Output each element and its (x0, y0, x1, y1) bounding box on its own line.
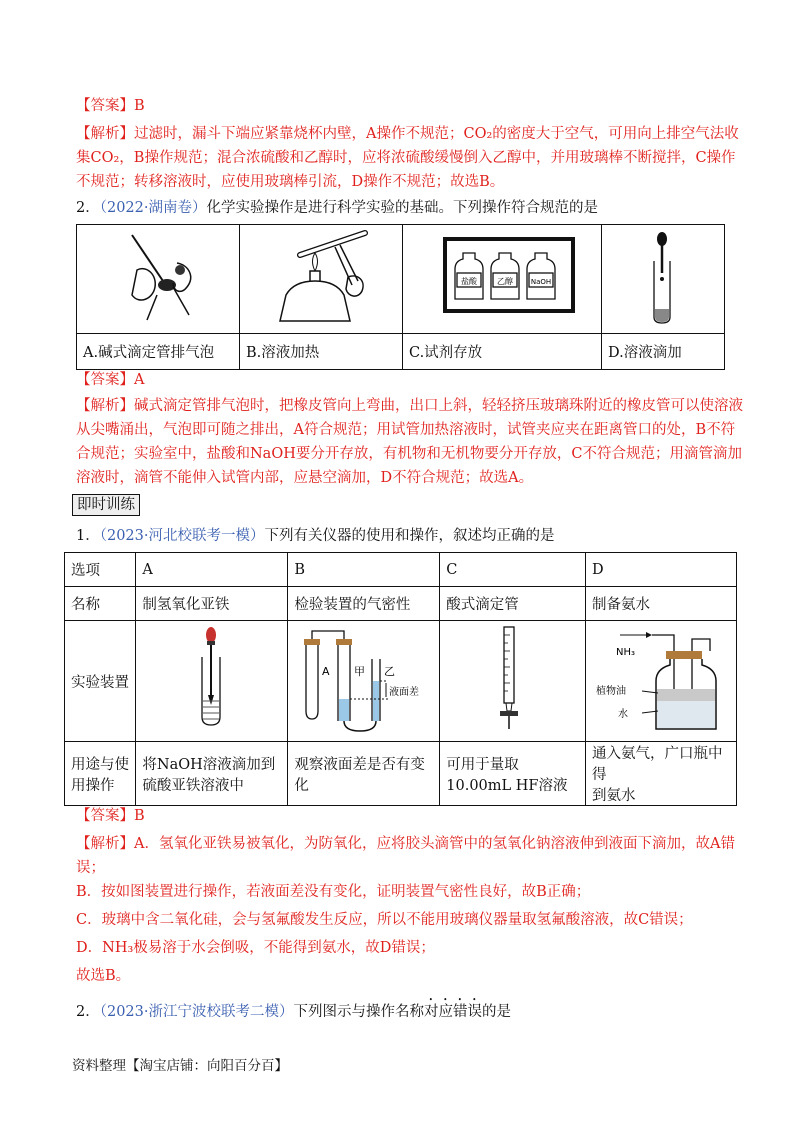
p1-stem-text: 下列有关仪器的使用和操作，叙述均正确的是 (264, 528, 555, 544)
ferrous-hydroxide-figure (136, 621, 286, 737)
q2-option-b: B.溶液加热 (240, 334, 403, 370)
p1-figure-c (440, 621, 586, 742)
q2-stem (76, 198, 726, 218)
bottle-label-ethanol: 乙醇 (497, 277, 513, 286)
p1-name-b: 检验装置的气密性 (288, 587, 440, 621)
bottle-label-naoh: NaOH (530, 278, 552, 286)
p1-header-option: 选项 (65, 553, 136, 587)
dropper-figure (602, 225, 722, 329)
q2-figure-c (403, 225, 602, 334)
p1-header-c: C (440, 553, 586, 587)
q2-source: （2022·湖南卷） (99, 200, 207, 216)
p2-stem-suffix: 的是 (482, 1004, 511, 1020)
p1-answer: 【答案】B (76, 808, 145, 824)
p1-header-d: D (586, 553, 737, 587)
q2-analysis-line-1: 【解析】碱式滴定管排气泡时，把橡皮管向上弯曲，出口上斜，轻轻挤压玻璃珠附近的橡皮管可以使溶液 (76, 398, 743, 414)
q1-answer: 【答案】B (76, 98, 145, 114)
q1-analysis-line-3: 不规范；转移溶液时，应使用玻璃棒引流，D操作不规范；故选B。 (76, 174, 505, 190)
burette-bubble-figure (77, 225, 237, 329)
airtightness-figure (288, 621, 438, 737)
p1-name-a: 制氢氧化亚铁 (136, 587, 288, 621)
q2-number: 2． (76, 200, 100, 216)
p1-name-label: 名称 (65, 587, 136, 621)
fig-d-label-water: 水 (618, 709, 628, 720)
p2-stem-prefix: 下列图示与操作名称 (293, 1004, 424, 1020)
bottle-label-hcl: 盐酸 (461, 277, 477, 286)
p1-analysis-line-4: C．玻璃中含二氧化硅，会与氢氟酸发生反应，所以不能用玻璃仪器量取氢氟酸溶液，故C错误； (76, 912, 693, 928)
q1-analysis-line-1: 【解析】过滤时，漏斗下端应紧靠烧杯内壁，A操作不规范；CO₂的密度大于空气，可用向上排空气法收 (76, 126, 739, 142)
acid-burette-figure (440, 621, 580, 737)
q2-figure-d (602, 225, 725, 334)
fig-d-label-nh3: NH₃ (616, 647, 636, 658)
p1-stem (76, 526, 726, 546)
reagent-shelf-figure (403, 225, 599, 329)
p1-header-a: A (136, 553, 288, 587)
section-title: 即时训练 (72, 494, 140, 516)
p1-figure-a (136, 621, 288, 742)
q2-option-d: D.溶液滴加 (602, 334, 725, 370)
p1-header-b: B (288, 553, 440, 587)
fig-b-label-level-diff: 液面差 (389, 687, 420, 698)
p1-usage-c: 可用于量取 10.00mL HF溶液 (440, 742, 586, 806)
p1-name-d: 制备氨水 (586, 587, 737, 621)
p2-number: 2． (76, 1004, 100, 1020)
p1-figure-b (288, 621, 440, 742)
fig-b-label-jia: 甲 (354, 665, 366, 678)
q2-analysis-line-3: 合规范；实验室中，盐酸和NaOH要分开存放，有机物和无机物要分开存放，C不符合规范；用滴管滴加 (76, 446, 742, 462)
q2-figure-b (240, 225, 403, 334)
q2-analysis-line-4: 溶液时，滴管不能伸入试管内部，应悬空滴加，D不符合规范；故选A。 (76, 470, 534, 486)
fig-b-label-yi: 乙 (384, 665, 396, 678)
p1-device-label: 实验装置 (65, 621, 136, 742)
p1-name-c: 酸式滴定管 (440, 587, 586, 621)
q2-answer: 【答案】A (76, 372, 145, 388)
q2-option-table (76, 224, 725, 370)
p1-usage-d: 通入氨气，广口瓶中得 到氨水 (586, 742, 737, 806)
p1-analysis-line-3: B．按如图装置进行操作，若液面差没有变化，证明装置气密性良好，故B正确； (76, 884, 591, 900)
q2-stem-text: 化学实验操作是进行科学实验的基础。下列操作符合规范的是 (206, 200, 598, 216)
p1-analysis-line-5: D．NH₃极易溶于水会倒吸，不能得到氨水，故D错误； (76, 940, 435, 956)
p1-table (64, 552, 737, 806)
p1-figure-d (586, 621, 737, 742)
q2-figure-a (77, 225, 240, 334)
p2-stem (76, 996, 726, 1022)
heating-tube-figure (240, 225, 400, 329)
q2-analysis-line-2: 从尖嘴涌出，气泡即可随之排出，A符合规范；用试管加热溶液时，试管夹应夹在距离管口的处，B不符 (76, 422, 736, 438)
q2-option-c: C.试剂存放 (403, 334, 602, 370)
p2-source: （2023·浙江宁波校联考二模） (99, 1004, 294, 1020)
fig-b-label-a: A (322, 665, 330, 678)
p1-usage-b: 观察液面差是否有变 化 (288, 742, 440, 806)
ammonia-water-figure (586, 621, 736, 737)
q1-analysis-line-2: 集CO₂，B操作规范；混合浓硫酸和乙醇时，应将浓硫酸缓慢倒入乙醇中，并用玻璃棒不断搅拌，C操作 (76, 150, 736, 166)
p1-analysis-line-1: 【解析】A．氢氧化亚铁易被氧化，为防氧化，应将胶头滴管中的氢氧化钠溶液伸到液面下滴加，故A错 (76, 836, 735, 852)
p1-number: 1． (76, 528, 100, 544)
p1-source: （2023·河北校联考一模） (99, 528, 265, 544)
q2-option-a: A.碱式滴定管排气泡 (77, 334, 240, 370)
p1-analysis-line-6: 故选B。 (76, 968, 131, 984)
p1-usage-a: 将NaOH溶液滴加到 硫酸亚铁溶液中 (136, 742, 288, 806)
footer-text: 资料整理【淘宝店铺：向阳百分百】 (72, 1058, 288, 1074)
p1-usage-label: 用途与使 用操作 (65, 742, 136, 806)
fig-d-label-oil: 植物油 (596, 686, 626, 697)
p1-analysis-line-2: 误； (76, 860, 105, 876)
p2-stem-emphasis: 对应错误 (424, 1004, 482, 1020)
